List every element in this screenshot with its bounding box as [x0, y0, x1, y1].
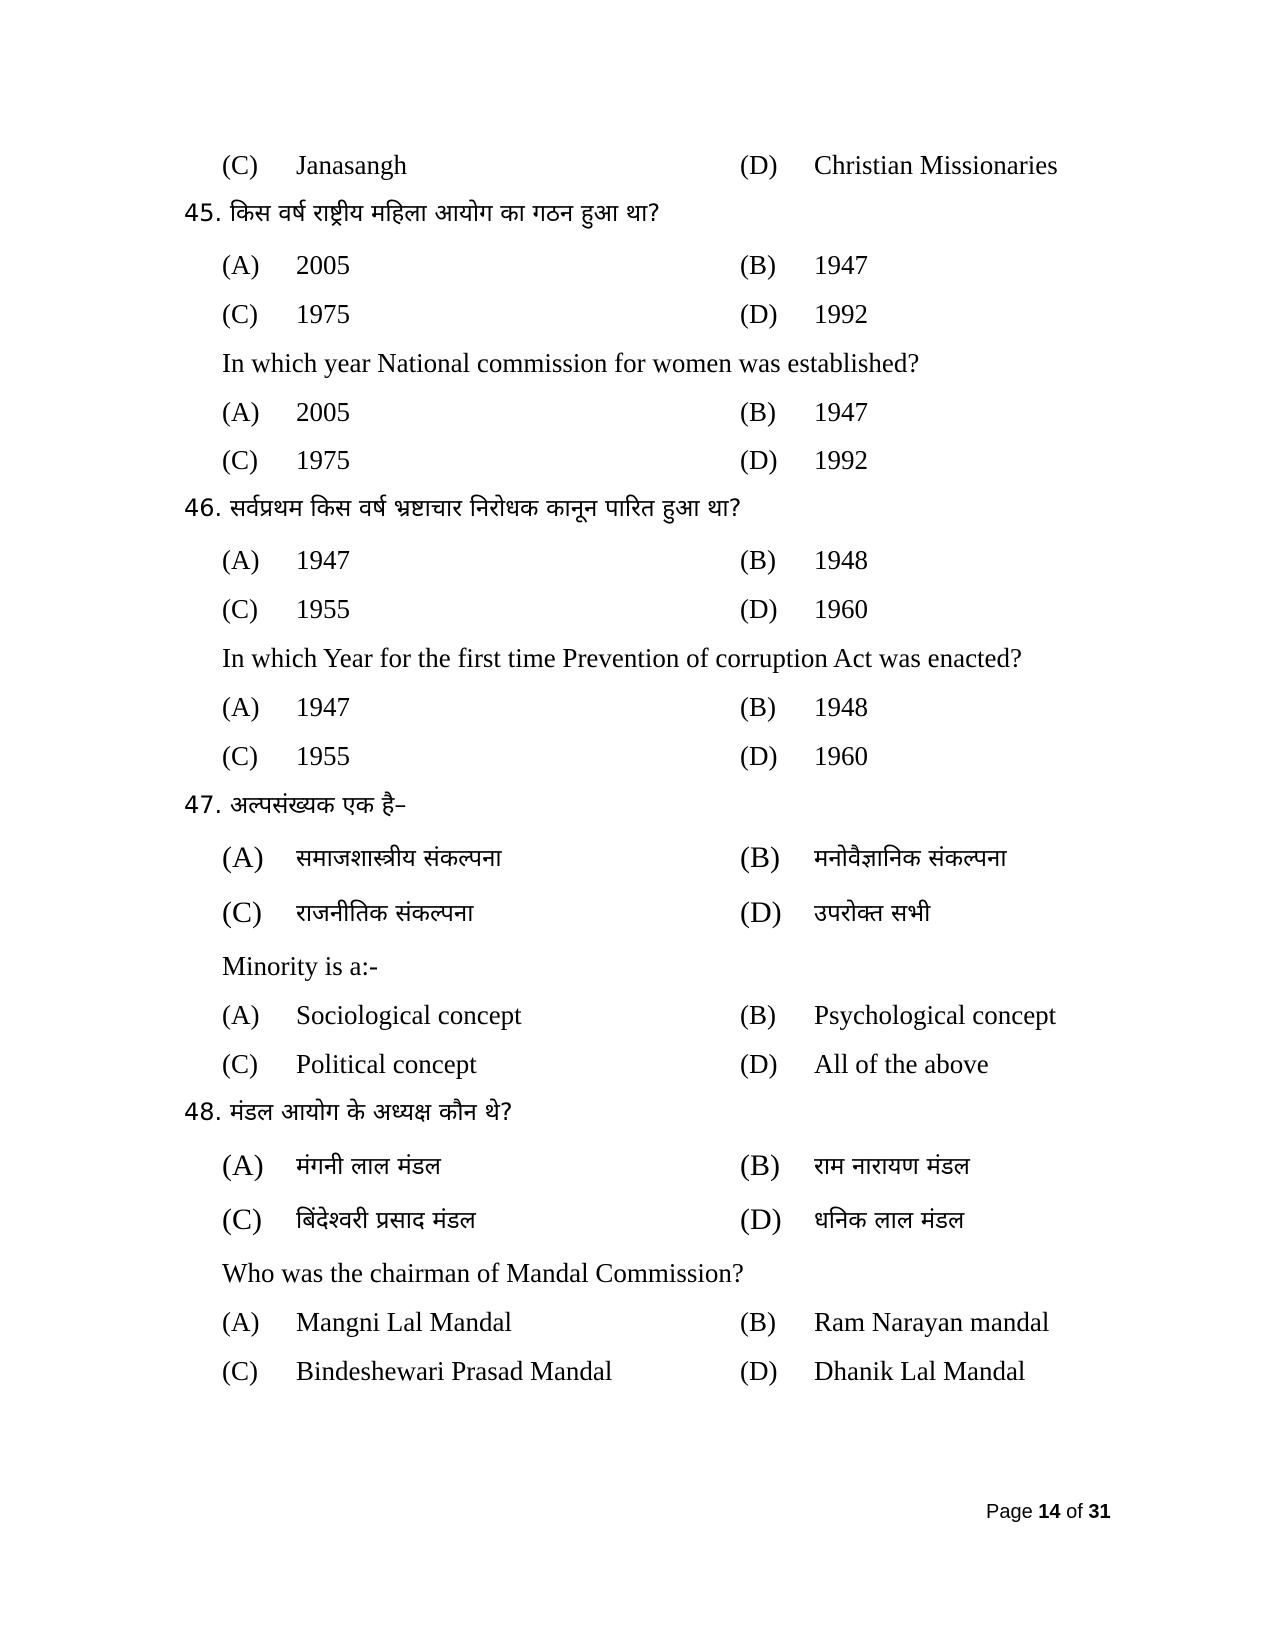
option-label: (D) [740, 594, 778, 624]
option-row [0, 440, 1275, 480]
option-row [0, 1200, 1275, 1240]
option-row [0, 1302, 1275, 1342]
page-word: Page [986, 1501, 1033, 1523]
option-text: 1947 [296, 692, 350, 722]
total-pages-number: 31 [1088, 1501, 1111, 1523]
option-label: (C) [222, 150, 258, 180]
option-label: (D) [740, 1356, 778, 1386]
option-text: 2005 [296, 250, 350, 280]
option-label: (B) [740, 1149, 780, 1182]
option-text: 2005 [296, 397, 350, 427]
option-label: (A) [222, 1000, 260, 1030]
option-text: Psychological concept [814, 1000, 1057, 1030]
question-text: अल्पसंख्यक एक है– [229, 791, 407, 819]
question-text: सर्वप्रथम किस वर्ष भ्रष्टाचार निरोधक कानून पारित हुआ था? [229, 494, 742, 522]
option-text: 1947 [296, 545, 350, 575]
option-label: (D) [740, 150, 778, 180]
option-text: Janasangh [296, 150, 407, 180]
option-text: 1975 [296, 445, 350, 475]
option-text: Dhanik Lal Mandal [814, 1356, 1026, 1386]
option-text: Ram Narayan mandal [814, 1307, 1050, 1337]
option-text: मंगनी लाल मंडल [296, 1152, 441, 1180]
option-label: (C) [222, 1356, 258, 1386]
option-row [0, 995, 1275, 1035]
option-label: (B) [740, 692, 776, 722]
option-text: 1955 [296, 741, 350, 771]
option-label: (C) [222, 445, 258, 475]
of-word: of [1066, 1501, 1083, 1523]
option-text: Political concept [296, 1049, 477, 1079]
option-label: (A) [222, 692, 260, 722]
option-text: 1948 [814, 545, 868, 575]
option-row [0, 294, 1275, 334]
question-46-hindi [184, 488, 741, 528]
option-row [0, 540, 1275, 580]
option-text: 1947 [814, 250, 868, 280]
question-47-hindi [184, 785, 406, 825]
option-label: (A) [222, 397, 260, 427]
option-row [0, 893, 1275, 933]
option-row [0, 392, 1275, 432]
question-45-english: In which year National commission for women was established? [222, 348, 920, 378]
option-label: (D) [740, 299, 778, 329]
option-row [0, 1146, 1275, 1186]
option-label: (C) [222, 1049, 258, 1079]
option-label: (A) [222, 1149, 264, 1182]
option-text: 1992 [814, 299, 868, 329]
question-47-english: Minority is a:- [222, 951, 378, 981]
option-label: (B) [740, 1307, 776, 1337]
question-48-english: Who was the chairman of Mandal Commission? [222, 1258, 744, 1288]
option-label: (C) [222, 594, 258, 624]
option-label: (A) [222, 841, 264, 874]
option-label: (C) [222, 896, 262, 929]
question-number: 47. [184, 791, 223, 819]
option-label: (D) [740, 741, 778, 771]
option-row [0, 145, 1275, 185]
option-row [0, 1044, 1275, 1084]
option-text: Bindeshewari Prasad Mandal [296, 1356, 613, 1386]
option-row [0, 589, 1275, 629]
option-text: 1975 [296, 299, 350, 329]
option-row [0, 838, 1275, 878]
option-text: मनोवैज्ञानिक संकल्पना [814, 844, 1007, 872]
option-text: 1960 [814, 741, 868, 771]
question-45-hindi [184, 193, 660, 233]
option-text: Sociological concept [296, 1000, 522, 1030]
option-label: (B) [740, 397, 776, 427]
option-label: (D) [740, 1049, 778, 1079]
option-text: उपरोक्त सभी [814, 899, 931, 927]
question-46-english: In which Year for the first time Prevention of corruption Act was enacted? [222, 643, 1023, 673]
question-number: 45. [184, 199, 223, 227]
option-row [0, 245, 1275, 285]
option-label: (C) [222, 299, 258, 329]
page-footer [986, 1498, 1111, 1526]
option-label: (C) [222, 1203, 262, 1236]
option-label: (D) [740, 896, 782, 929]
option-label: (A) [222, 250, 260, 280]
option-text: बिंदेश्वरी प्रसाद मंडल [296, 1206, 476, 1234]
option-text: All of the above [814, 1049, 989, 1079]
question-text: किस वर्ष राष्ट्रीय महिला आयोग का गठन हुआ था? [229, 199, 661, 227]
option-label: (A) [222, 1307, 260, 1337]
option-row [0, 1351, 1275, 1391]
option-text: समाजशास्त्रीय संकल्पना [296, 844, 502, 872]
option-row [0, 687, 1275, 727]
question-number: 48. [184, 1098, 223, 1126]
option-label: (B) [740, 841, 780, 874]
question-text: मंडल आयोग के अध्यक्ष कौन थे? [229, 1098, 513, 1126]
option-label: (B) [740, 250, 776, 280]
option-label: (C) [222, 741, 258, 771]
option-label: (D) [740, 445, 778, 475]
option-label: (B) [740, 1000, 776, 1030]
option-label: (D) [740, 1203, 782, 1236]
option-text: 1955 [296, 594, 350, 624]
option-text: राजनीतिक संकल्पना [296, 899, 474, 927]
option-label: (B) [740, 545, 776, 575]
option-text: 1992 [814, 445, 868, 475]
option-text: Mangni Lal Mandal [296, 1307, 512, 1337]
option-text: धनिक लाल मंडल [814, 1206, 965, 1234]
question-48-hindi [184, 1092, 513, 1132]
option-text: राम नारायण मंडल [814, 1152, 970, 1180]
option-text: 1947 [814, 397, 868, 427]
option-text: Christian Missionaries [814, 150, 1058, 180]
current-page-number: 14 [1038, 1501, 1061, 1523]
question-number: 46. [184, 494, 223, 522]
option-text: 1948 [814, 692, 868, 722]
option-label: (A) [222, 545, 260, 575]
option-text: 1960 [814, 594, 868, 624]
option-row [0, 736, 1275, 776]
